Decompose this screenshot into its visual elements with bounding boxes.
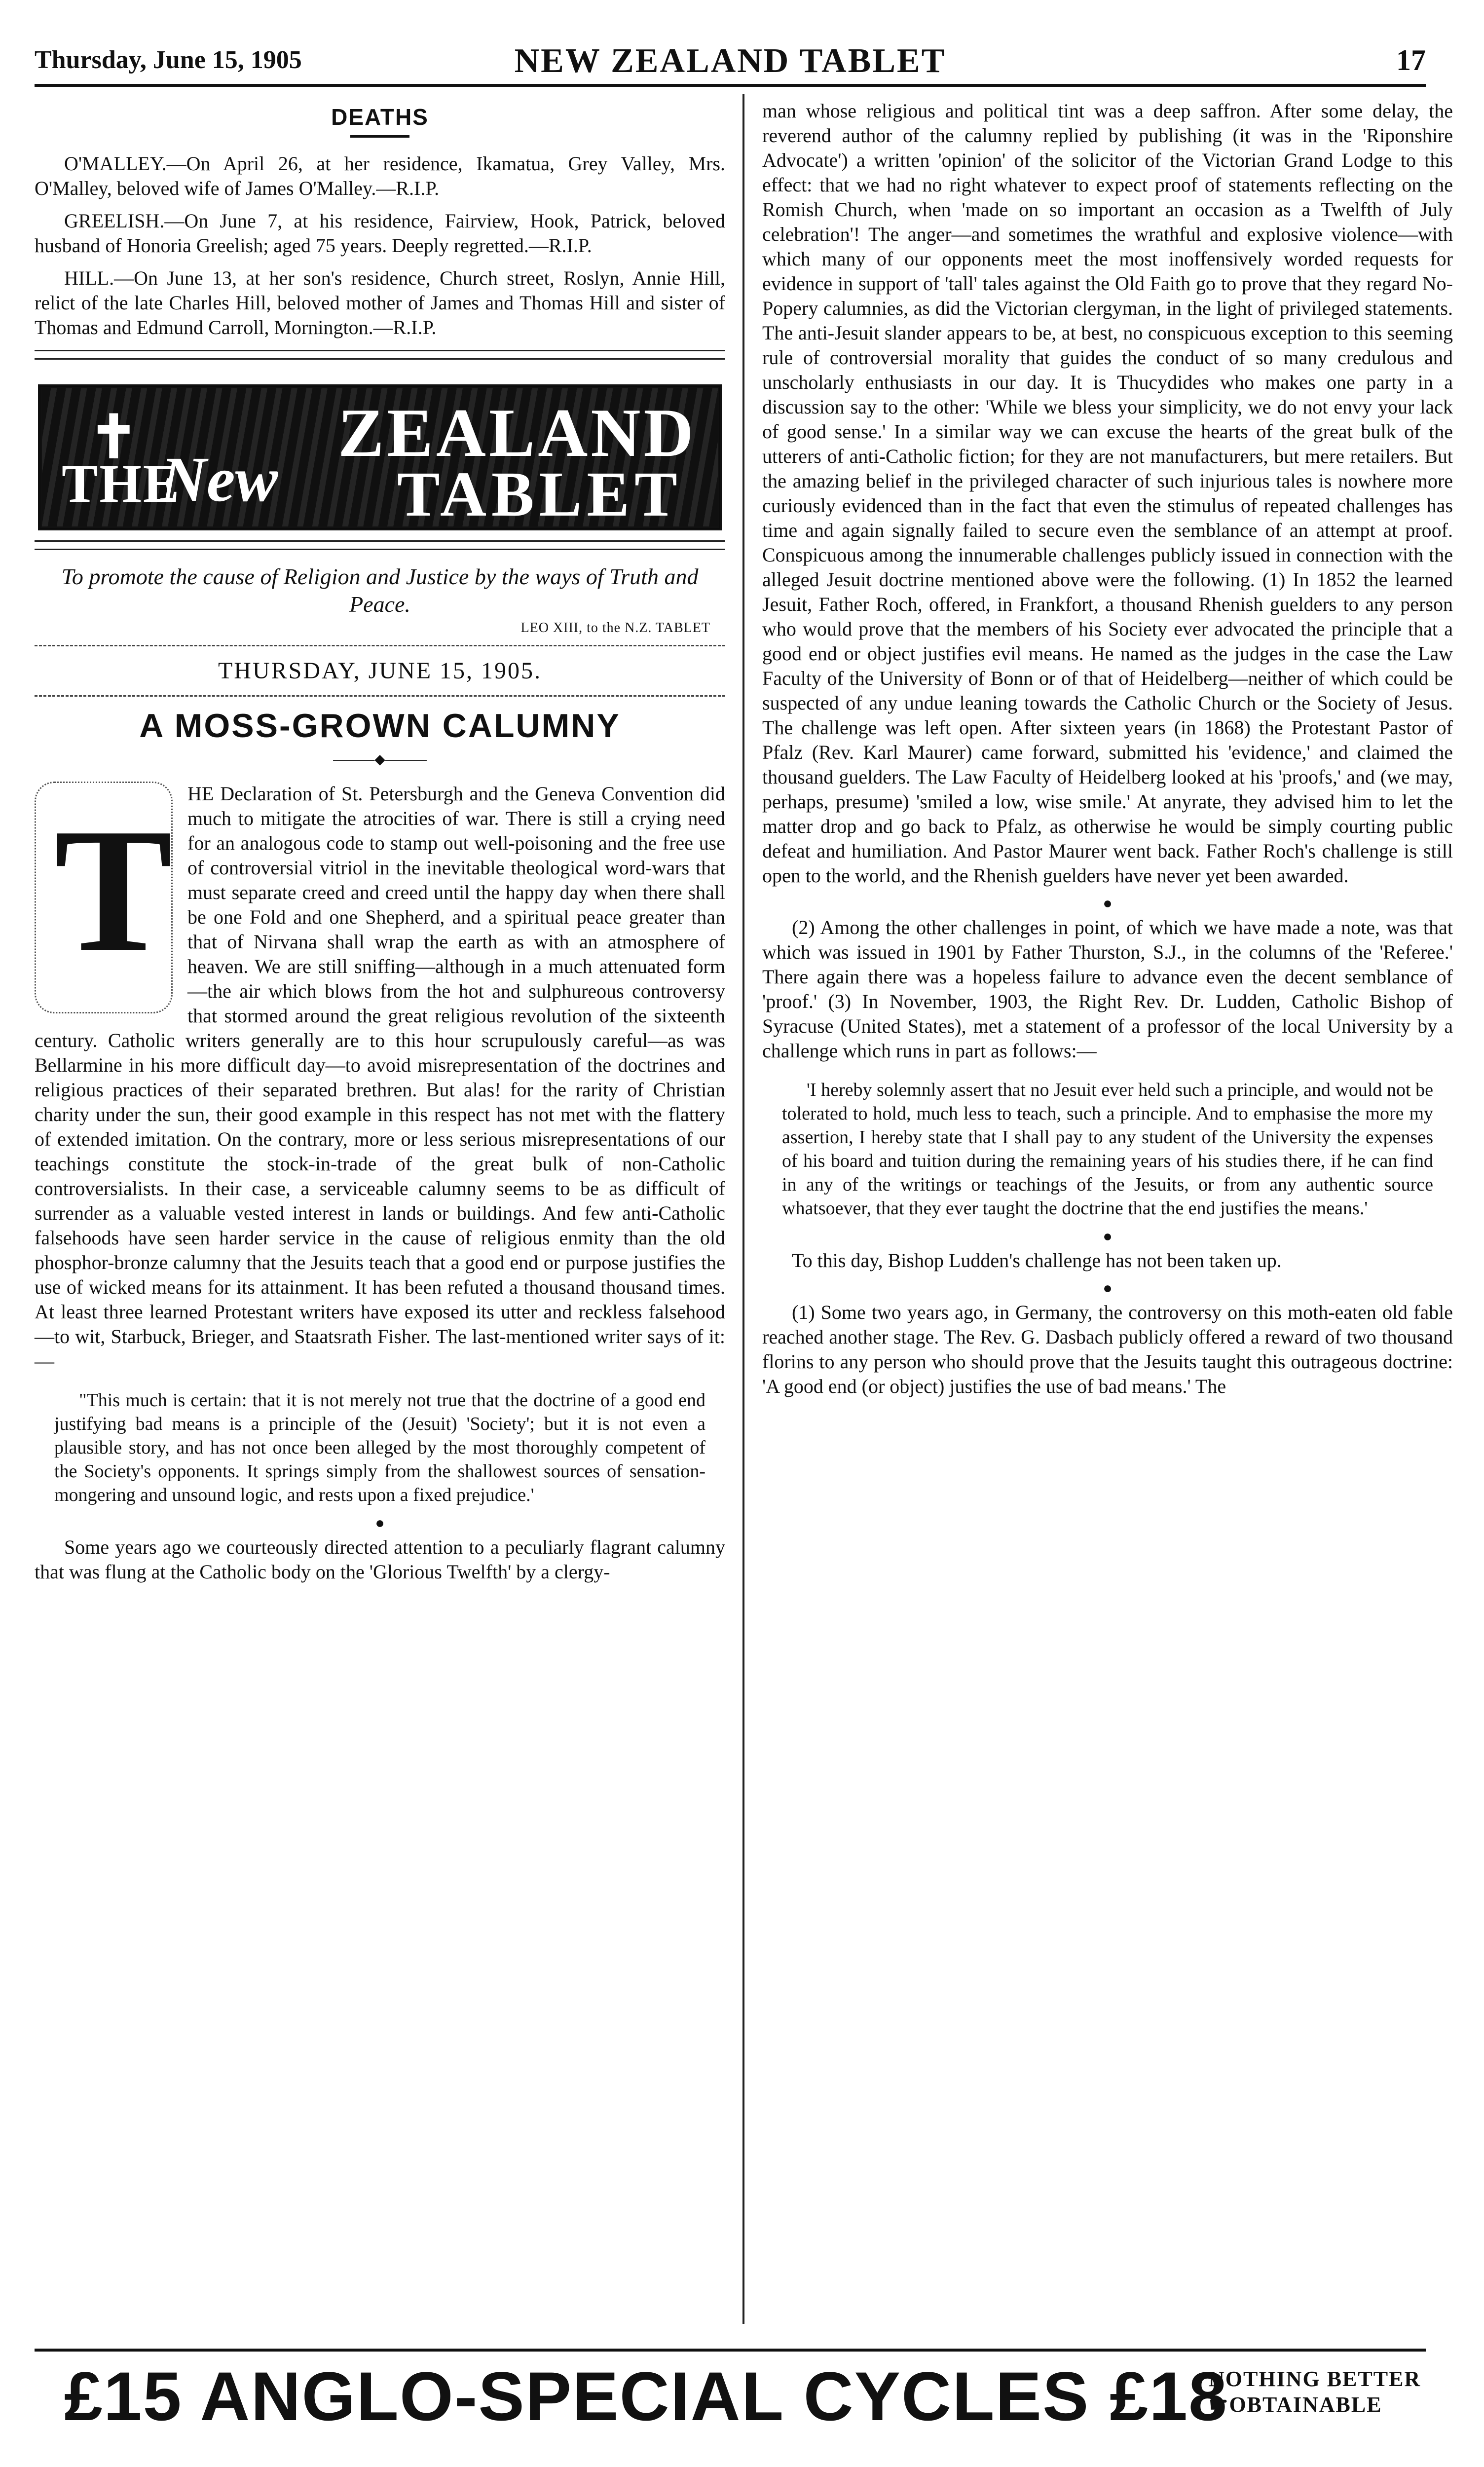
masthead-the: THE (62, 453, 181, 514)
page-number: 17 (1396, 44, 1426, 76)
article-paragraph: man whose religious and political tint was a deep saffron. After some delay, the reverend author of the calumny replied by publishing (it was in the 'Riponshire Advocate') a written 'opinion' of the solicitor of the Victorian Grand Lodge to this effect: that we had no right whatever to expect proof of statements reflecting on the Romish Church, when 'made on so important an occasion as a Twelfth of July celebration'! The anger—and sometimes the wrathful and explosive violence—with which many of our opponents meet the most inoffensively worded requests for evidence in support of 'tall' tales against the Old Faith go to prove that they regard No-Popery calumnies, as did the Victorian clergyman, in the light of privileged statements. The anti-Jesuit slander appears to be, at best, no conspicuous exception to this seeming rule of controversial morality that guides the conduct of so many credulous and unscholarly enthusiasts in our day. It is Thucydides who makes one party in a discussion say to the other: 'While we bless your simplicity, we do not envy your lack of good sense.' In a similar way we can excuse the hearts of the great bulk of the utterers of anti-Catholic fiction; for they are not manufacturers, but mere retailers. But the amazing belief in the privileged character of such injurious tales is nowhere more curiously evidenced than in the fact that even the stimulus of repeated challenges has time and again signally failed to secure even the semblance of an attempt at proof. Conspicuous among the innumerable challenges publicly issued in connection with the alleged Jesuit doctrine mentioned above were the following. (1) In 1852 the learned Jesuit, Father Roch, offered, in Frankfort, a thousand Rhenish guelders to any person who would prove that the members of his Society ever advocated the principle that a good end or object justifies evil means. He named as the judges in the case the Law Faculty of the University of Bonn or of that of Heidelberg—neither of which could be suspected of any undue leaning towards the Catholic Church or the Society of Jesus. The challenge was left open. After sixteen years (in 1868) the Protestant Pastor of Pfalz (Rev. Karl Maurer) came forward, submitted his 'evidence,' and claimed the thousand guelders. The Law Faculty of Heidelberg looked at his 'proofs,' and (we may, perhaps, presume) 'smiled a low, wise smile.' At anyrate, they advised him to let the matter drop and go back to Pfalz, as otherwise he would be simply courting public defeat and humiliation. And Pastor Maurer went back. Father Roch's challenge is still open to the world, and the Rhenish guelders have never yet been awarded. (762, 100, 1453, 887)
tagline-line: ☛OBTAINABLE (1209, 2392, 1382, 2417)
section-separator (35, 350, 725, 360)
deaths-heading: DEATHS (331, 104, 429, 130)
bullet-dot: ● (375, 1514, 385, 1532)
issue-date: Thursday, June 15, 1905 (35, 46, 302, 74)
dashed-separator (35, 695, 725, 697)
masthead-banner (38, 384, 722, 530)
tagline-line: NOTHING BETTER (1209, 2367, 1421, 2391)
bullet-dot: ● (1103, 894, 1113, 912)
article-paragraph: Some years ago we courteously directed attention to a peculiarly flagrant calumny that was flung at the Catholic body on the 'Glorious Twelfth' by a clergy- (35, 1536, 725, 1583)
left-column (35, 99, 725, 1590)
death-notice: O'MALLEY.—On April 26, at her residence, Ikamatua, Grey Valley, Mrs. O'Malley, beloved wife of James O'Malley.—R.I.P. (35, 152, 725, 199)
dropcap-letter: T (54, 791, 173, 988)
bullet-dot: ● (1103, 1279, 1113, 1297)
dashed-separator (35, 645, 725, 646)
article-paragraph: (1) Some two years ago, in Germany, the controversy on this moth-eaten old fable reached another stage. The Rev. G. Dasbach publicly offered a reward of two thousand florins to any person who should prove that the Jesuits taught this outrageous doctrine: 'A good end (or object) justifies the use of bad means.' The (762, 1301, 1453, 1397)
advertisement-tagline (1209, 2366, 1421, 2418)
newspaper-title: NEW ZEALAND TABLET (514, 42, 946, 80)
article-paragraph: To this day, Bishop Ludden's challenge has not been taken up. (792, 1249, 1282, 1271)
death-notice: HILL.—On June 13, at her son's residence, Church street, Roslyn, Annie Hill, relict of the late Charles Hill, beloved mother of James and Thomas Hill and sister of Thomas and Edmund Carroll, Mornington.—R.I.P. (35, 267, 725, 338)
motto: To promote the cause of Religion and Justice by the ways of Truth and Peace. (61, 564, 699, 617)
right-column (762, 99, 1453, 1405)
section-separator (35, 540, 725, 550)
column-divider (742, 94, 744, 2324)
article-title: A MOSS-GROWN CALUMNY (139, 707, 621, 745)
block-quote: 'I hereby solemnly assert that no Jesuit ever held such a principle, and would not be tolerated to hold, much less to teach, such a principle. And to emphasise the more my assertion, I hereby state that I shall pay to any student of the University the expenses of his board and tuition during the remaining years of his studies there, if he can find in any of the writings or teachings of the Jesuits, or from any authentic source whatsoever, that they ever taught the doctrine that the end justifies the means.' (782, 1080, 1433, 1219)
dropcap-ornament (35, 782, 173, 1013)
masthead-new: New (160, 444, 278, 515)
bullet-dot: ● (1103, 1227, 1113, 1245)
cycles-advertisement: £15 ANGLO-SPECIAL CYCLES £18 (64, 2357, 1228, 2435)
article-paragraph: (2) Among the other challenges in point, of which we have made a note, was that which was issued in 1901 by Father Thurston, S.J., in the columns of the 'Referee.' There again there was a hopeless failure to advance even the decent semblance of 'proof.' (3) In November, 1903, the Right Rev. Dr. Ludden, Catholic Bishop of Syracuse (United States), met a statement of a professor of the local University by a challenge which runs in part as follows:— (762, 916, 1453, 1062)
article-opening (35, 782, 725, 1374)
masthead-zealand: ZEALAND (338, 395, 697, 471)
block-quote: "This much is certain: that it is not merely not true that the doctrine of a good end justifying bad means is a principle of the (Jesuit) 'Society'; but it is not even a plausible story, and has not once been alleged by the most thoroughly competent of the Society's opponents. It springs simply from the shallowest sources of sensation-mongering and unsound logic, and rests upon a fixed prejudice.' (54, 1390, 705, 1505)
ornament-divider: ———◆——— (333, 752, 427, 767)
dateline: THURSDAY, JUNE 15, 1905. (218, 658, 542, 684)
page-header (35, 39, 1426, 87)
masthead-tablet: TABLET (397, 459, 682, 530)
article-paragraph: HE Declaration of St. Petersburgh and the Geneva Convention did much to mitigate the atrocities of war. There is still a crying need for an analogous code to stamp out well-poisoning and the free use of controversial vitriol in the inevitable theological word-wars that must separate creed and creed until the happy day when there shall be one Fold and one Shepherd, and a spiritual peace greater than that of Nirvana shall wrap the earth as with an atmosphere of heaven. We are still sniffing—although in a much attenuated form—the air which blows from the hot and sulphureous controversy that stormed around the great religious revolution of the sixteenth century. Catholic writers generally are to this hour scrupulously careful—as was Bellarmine in his more difficult day—to avoid misrepresentation of the doctrines and religious practices of their separated brethren. But alas! for the rarity of Christian charity under the sun, their good example in this respect has not met with the flattery of extended imitation. On the contrary, more or less serious misrepresentations of our teachings constitute the stock-in-trade of the great bulk of non-Catholic controversialists. In their case, a serviceable calumny seems to be as difficult of surrender as a valuable vested interest in lands or buildings. And few anti-Catholic falsehoods have seen harder service in the cause of religious enmity than the old phosphor-bronze calumny that the Jesuits teach that a good end or purpose justifies the use of wicked means for its attainment. It has been refuted a thousand thousand times. At least three learned Protestant writers have exposed its utter and reckless falsehood—to wit, Starbuck, Brieger, and Staatsrath Fisher. The last-mentioned writer says of it:— (35, 783, 725, 1372)
death-notice: GREELISH.—On June 7, at his residence, Fairview, Hook, Patrick, beloved husband of Honoria Greelish; aged 75 years. Deeply regretted.—R.I.P. (35, 210, 725, 257)
advertisement-footer (35, 2349, 1426, 2440)
motto-attribution: LEO XIII, to the N.Z. TABLET (520, 620, 710, 635)
cross-icon: ✝ (89, 405, 139, 470)
heading-rule (350, 135, 409, 138)
